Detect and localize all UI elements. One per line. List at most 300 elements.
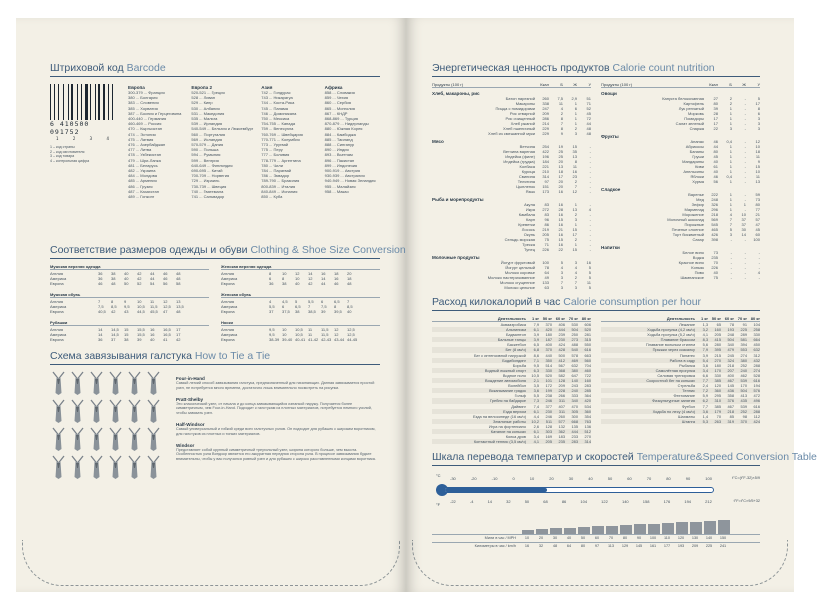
size-cell: 15 [124, 327, 129, 332]
country-code-item: 474 ... Эстония [128, 131, 156, 137]
barcode-number: 6 410500 091752 [50, 120, 90, 136]
calories-cell: 412 [558, 357, 565, 363]
calories-cell: 274 [740, 352, 747, 358]
calories-cell: 179 [714, 408, 721, 414]
nutrition-cell: 20 [558, 159, 563, 164]
speed-bar [606, 526, 618, 535]
nutrition-cell: 3 [757, 116, 760, 121]
size-cell: 6 [282, 304, 285, 309]
nutrition-cell: 5 [757, 96, 760, 101]
speed-bar [522, 530, 534, 535]
size-cell: 40 [124, 276, 129, 281]
calories-cell: 10,5 [531, 372, 539, 378]
nutrition-row [432, 131, 591, 136]
country-code-item: 478 ... Узбекистан [128, 152, 162, 158]
calories-cell: 436 [727, 388, 734, 394]
nutrition-cell: 14 [741, 232, 746, 237]
nutrition-cell: 16 [558, 232, 563, 237]
size-row [50, 337, 209, 342]
size-cell: Америка [221, 332, 238, 337]
barcode-sample [50, 82, 120, 242]
nutrition-title: Энергетическая ценность продуктов Calorie count nutrition [432, 62, 760, 77]
size-cell: 38,5 [308, 309, 316, 314]
nutrition-cell: Колбаса [519, 164, 535, 169]
calories-cell: Футбол [681, 403, 695, 409]
calories-cell: 6,1 [533, 327, 539, 333]
calories-cell: 274 [753, 367, 760, 373]
calories-cell: 420 [584, 398, 591, 404]
legend-item: 3 – код товара [50, 154, 75, 159]
calories-cell: 246 [545, 398, 552, 404]
calories-cell: Колка дров [505, 434, 526, 440]
size-cell: Европа [221, 337, 235, 342]
country-code-item: 520-521 ... Греция [191, 90, 225, 95]
nutrition-cell: 173 [542, 189, 549, 194]
size-cell: 38-39 [269, 337, 280, 342]
nutrition-cell: 37 [741, 217, 746, 222]
calories-cell: 540 [571, 347, 578, 353]
size-cell: 9 [124, 299, 127, 304]
nutrition-cell: 5 [588, 265, 591, 270]
size-cell: 39 [137, 337, 142, 342]
nutrition-cell: Спаржа [689, 126, 704, 131]
nutrition-group-heading: Сладкое [601, 187, 621, 192]
size-table-heading: Женская верхняя одежда [221, 264, 380, 270]
calories-header-cell: 1 кг [700, 316, 708, 321]
thermometer-tube [444, 487, 714, 493]
nutrition-cell: 229 [542, 131, 549, 136]
calories-cell: Дайвинг [511, 403, 526, 409]
nutrition-cell: - [744, 275, 746, 280]
nutrition-cell: Ветчина [519, 144, 535, 149]
nutrition-cell: Хлеб из смешанной муки [488, 131, 535, 136]
fahrenheit-tick: -4 [469, 499, 474, 505]
nutrition-cell: 22 [558, 247, 563, 252]
nutrition-cell: 48 [586, 131, 591, 136]
nutrition-cell: Мед [696, 197, 704, 202]
nutrition-cell: 7,5 [557, 96, 563, 101]
calories-cell: 300 [571, 413, 578, 419]
calories-cell: 266 [558, 393, 565, 399]
nutrition-cell: 9 [757, 159, 760, 164]
mph-value: 90 [636, 536, 642, 541]
size-cell: 10 [282, 332, 287, 337]
nutrition-cell: - [589, 232, 591, 237]
calories-cell: 368 [558, 367, 565, 373]
nutrition-row [601, 275, 760, 280]
fahrenheit-tick: 50 [524, 499, 530, 505]
country-code-item: 870-879 ... Нидерланды [324, 121, 369, 127]
size-cell: 7,5 [98, 304, 104, 309]
calories-cell: Борьба [512, 362, 526, 368]
size-cell: 16 [321, 271, 326, 276]
nutrition-cell: - [744, 169, 746, 174]
calories-cell: 70 [716, 413, 721, 419]
nutrition-cell: 5 [729, 227, 732, 232]
calories-cell: 288 [753, 408, 760, 414]
speed-bar [578, 527, 590, 534]
calories-cell: 136 [584, 423, 591, 429]
size-cell: 4,5 [282, 299, 288, 304]
country-code-item: 896 ... Пакистан [324, 157, 355, 163]
calories-cell: 104 [753, 322, 760, 327]
calories-cell: Земляные работы [493, 418, 526, 424]
nutrition-cell: Лосось [521, 227, 535, 232]
nutrition-cell: 226 [711, 265, 718, 270]
nutrition-row [432, 285, 591, 290]
country-code-item: 770-771 ... Колумбия [261, 136, 300, 142]
nutrition-cell: - [589, 159, 591, 164]
nutrition-cell: 73 [713, 250, 718, 255]
country-code-item: 385 ... Хорватия [128, 105, 158, 111]
country-code-item: 754-755 ... Канада [261, 121, 296, 127]
country-code-item: 570-579 ... Дания [191, 142, 224, 148]
size-cell: 38 [111, 271, 116, 276]
calories-cell: 504 [727, 337, 734, 343]
calories-cell: 9,5 [533, 362, 539, 368]
nutrition-cell: Киви [695, 164, 704, 169]
calories-cell: 376 [727, 398, 734, 404]
calories-cell: Лежание [679, 322, 695, 327]
country-code-item: 750 ... Мексика [261, 116, 290, 122]
nutrition-cell: Сахар [692, 237, 704, 242]
calories-cell: 428 [558, 347, 565, 353]
nutrition-cell: 16 [558, 242, 563, 247]
calories-cell: Аквааэробика [500, 322, 526, 327]
nutrition-group-heading: Мясо [432, 139, 444, 144]
kmh-value: 97 [594, 544, 600, 549]
nutrition-cell: 1 [729, 159, 732, 164]
calories-cell: Стрельба [677, 383, 695, 389]
size-cell: 46 [163, 276, 168, 281]
nutrition-cell: - [758, 260, 760, 265]
nutrition-cell: 10 [755, 169, 760, 174]
nutrition-cell: 80 [713, 101, 718, 106]
nutrition-cell: Индейка (филе) [505, 154, 535, 159]
size-cell: 39,5 [334, 309, 342, 314]
nutrition-cell: 11 [572, 164, 577, 169]
nutrition-cell: 545 [711, 222, 718, 227]
nutrition-cell: 80 [755, 202, 760, 207]
calories-cell: 120 [714, 383, 721, 389]
mph-value: 30 [552, 536, 558, 541]
calories-cell: 504 [740, 388, 747, 394]
calories-cell: 311 [558, 408, 565, 414]
country-code-item: 840-849 ... Испания [261, 188, 298, 194]
nutrition-cell: - [758, 265, 760, 270]
calories-cell: 285 [584, 388, 591, 394]
size-cell: 8,5 [347, 304, 353, 309]
size-cell: Англия [221, 299, 234, 304]
country-code-item: 400-440 ... Германия [128, 116, 167, 122]
size-table-heading: Мужская верхняя одежда [50, 264, 209, 270]
mph-value: 10 [524, 536, 530, 541]
barcode-bar [108, 84, 109, 120]
size-cell: 13,5 [176, 304, 184, 309]
nutrition-cell: Помидоры [684, 116, 704, 121]
country-code-item: 531 ... Македония [191, 110, 225, 116]
nutrition-cell: 248 [711, 197, 718, 202]
calories-cell: 225 [740, 327, 747, 333]
size-cell: 12,5 [163, 304, 171, 309]
size-row [221, 337, 380, 342]
nutrition-cell: 226 [542, 247, 549, 252]
nutrition-cell: 12 [572, 189, 577, 194]
country-code-item: 743 ... Никарагуа [261, 95, 293, 101]
country-code-item: 484 ... Молдова [128, 173, 157, 179]
nutrition-cell: 13 [558, 164, 563, 169]
calories-row [432, 439, 591, 444]
country-code-item: 300-379 ... Франция [128, 90, 165, 95]
calories-cell: 504 [571, 327, 578, 333]
nutrition-cell: 247 [542, 106, 549, 111]
nutrition-cell: 80 [713, 149, 718, 154]
size-cell: 36 [98, 276, 103, 281]
country-code-item: 860 ... Сербия [324, 100, 351, 106]
country-group-heading: Африка [324, 85, 343, 90]
size-cell: 43-44 [334, 337, 345, 342]
nutrition-cell: 3 [757, 126, 760, 131]
nutrition-cell: Молочный шоколад [667, 217, 704, 222]
country-codes-europe [128, 82, 183, 242]
nutrition-cell: 133 [542, 280, 549, 285]
calories-cell: 377 [545, 403, 552, 409]
size-cell: 40 [124, 271, 129, 276]
nutrition-cell: - [589, 247, 591, 252]
knot-description: Представляет собой крупный симметричный треугольный узел, ширина которого больше, чем высота. Особенностью узла Виндзор является его аккуратная передняя сторона узла. В процессе завязывания будьте внимательны, чтобы у вас получился ровный узел и для рубашек с широко расставленными концами воротника. [176, 447, 376, 462]
barcode-section [50, 82, 380, 242]
size-cell: Америка [50, 304, 67, 309]
calories-cell: 281 [584, 332, 591, 338]
barcode-bar [54, 84, 56, 120]
nutrition-header [432, 82, 591, 88]
nutrition-cell: - [589, 179, 591, 184]
size-cell: 43 [124, 309, 129, 314]
country-code-item: 700-709 ... Норвегия [191, 173, 230, 179]
nutrition-row [432, 189, 591, 194]
nutrition-cell: 3 [560, 285, 563, 290]
nutrition-cell: 2 [560, 111, 563, 116]
nutrition-cell: 9 [560, 131, 563, 136]
nutrition-section [432, 82, 760, 290]
size-table [221, 264, 380, 286]
country-code-item: 476 ... Азербайджан [128, 142, 166, 148]
size-cell: 38 [124, 337, 129, 342]
nutrition-cell: 13 [572, 207, 577, 212]
calories-cell: 3,6 [702, 362, 708, 368]
country-code-item: 865 ... Монголия [324, 105, 355, 111]
size-cell: Европа [221, 281, 235, 286]
nutrition-cell: 22 [713, 126, 718, 131]
size-row [221, 309, 380, 314]
size-cell: 15,5 [137, 327, 145, 332]
nutrition-cell: 11 [558, 101, 563, 106]
calories-cell: 333 [571, 393, 578, 399]
calories-cell: 180 [545, 332, 552, 338]
nutrition-header-cell: Б [729, 82, 732, 87]
size-cell: 5 [295, 299, 298, 304]
calories-cell: 364 [584, 393, 591, 399]
calories-cell: 169 [545, 434, 552, 440]
calories-cell: 354 [584, 413, 591, 419]
calories-cell: 270 [584, 434, 591, 440]
calories-cell: 444 [558, 327, 565, 333]
tie-step-icon [69, 426, 86, 454]
calories-cell: 395 [714, 347, 721, 353]
nutrition-cell: - [589, 154, 591, 159]
calories-cell: Пилатес [679, 352, 695, 358]
size-cell: 48 [176, 276, 181, 281]
calories-cell: 330 [714, 372, 721, 378]
size-cell: 42 [137, 271, 142, 276]
nutrition-cell: 18 [558, 169, 563, 174]
tie-step-icon [126, 426, 143, 454]
calories-cell: 413 [740, 393, 747, 399]
nutrition-cell: Пиво [694, 270, 704, 275]
size-cell: 11,5 [321, 327, 329, 332]
calories-cell: 6,5 [533, 342, 539, 348]
nutrition-header-cell: Б [560, 82, 563, 87]
nutrition-cell: - [744, 101, 746, 106]
calories-cell: 3,5 [533, 383, 539, 389]
nutrition-cell: 30 [741, 227, 746, 232]
tie-step-icon [69, 454, 86, 482]
nutrition-cell: 83 [544, 212, 549, 217]
calories-cell: 467 [727, 403, 734, 409]
calories-cell: 85 [729, 413, 734, 419]
nutrition-cell: 2 [574, 275, 577, 280]
country-code-item: 744 ... Коста-Рика [261, 100, 295, 106]
size-cell: 4 [269, 299, 272, 304]
nutrition-cell: - [744, 154, 746, 159]
calories-cell: Езда верхом [503, 408, 526, 414]
calories-cell: 424 [558, 342, 565, 348]
nutrition-cell: 222 [711, 192, 718, 197]
size-cell: 10 [282, 271, 287, 276]
size-cell: 9,5 [269, 327, 275, 332]
speed-bar [662, 523, 674, 534]
calories-header-cell: 50 кг [542, 316, 552, 321]
calories-cell: 250 [571, 332, 578, 338]
nutrition-cell: 75 [713, 275, 718, 280]
calories-cell: 460 [584, 367, 591, 373]
calories-cell: Работа в саду [669, 357, 695, 363]
calories-cell: 560 [584, 357, 591, 363]
country-code-item: 470 ... Кыргызстан [128, 126, 163, 132]
size-tables [50, 264, 380, 342]
calories-cell: 539 [740, 403, 747, 409]
mph-value: 50 [580, 536, 586, 541]
calories-cell: 539 [740, 378, 747, 384]
nutrition-cell: - [589, 184, 591, 189]
calories-cell: 500 [558, 352, 565, 358]
calories-cell: 469 [571, 357, 578, 363]
nutrition-cell: 0,4 [726, 139, 732, 144]
calories-cell: 239 [558, 332, 565, 338]
size-row [221, 281, 380, 286]
nutrition-cell: 260 [542, 96, 549, 101]
nutrition-cell: 235 [711, 255, 718, 260]
size-cell: 38 [295, 309, 300, 314]
calories-cell: 3,9 [533, 332, 539, 338]
nutrition-cell: 4 [574, 265, 577, 270]
calories-cell: 330 [753, 332, 760, 338]
nutrition-cell: - [589, 227, 591, 232]
celsius-tick: 0 [512, 476, 515, 482]
nutrition-cell: 73 [755, 197, 760, 202]
calories-left-column [432, 316, 591, 444]
calories-cell: Водное поло [502, 372, 526, 378]
calories-cell: Вскапывание грядок [489, 388, 526, 394]
nutrition-cell: Морковь [687, 111, 704, 116]
calories-cell: 616 [753, 403, 760, 409]
nutrition-cell: Йогурт фруктовый [500, 260, 535, 265]
nutrition-cell: - [744, 106, 746, 111]
nutrition-cell: Пицца с помидорами [495, 106, 535, 111]
nutrition-cell: 2,9 [571, 96, 577, 101]
calories-cell: 233 [571, 434, 578, 440]
nutrition-cell: 1 [574, 111, 577, 116]
size-cell: 48 [347, 281, 352, 286]
celsius-tick: -20 [470, 476, 477, 482]
calories-cell: Прыжки через скакалку [652, 347, 695, 353]
size-cell: 41-42 [308, 337, 319, 342]
kmh-value: 145 [635, 544, 643, 549]
nutrition-cell: Пирожные [684, 222, 704, 227]
nutrition-cell: 11 [755, 174, 760, 179]
celsius-tick: 70 [646, 476, 652, 482]
calories-cell: 98 [742, 413, 747, 419]
calories-cell: 7,2 [702, 388, 708, 394]
nutrition-cell: 1 [729, 197, 732, 202]
nutrition-cell: 15 [558, 237, 563, 242]
nutrition-cell: 77 [755, 207, 760, 212]
fahrenheit-tick: 140 [621, 499, 629, 505]
nutrition-cell: 15 [572, 247, 577, 252]
country-code-item: 460-469 ... Россия [128, 121, 162, 127]
calories-cell: 209 [558, 383, 565, 389]
barcode-bar [90, 84, 91, 120]
size-cell: 18 [347, 276, 352, 281]
mph-value: 60 [594, 536, 600, 541]
size-cell: 15 [124, 332, 129, 337]
speed-bar [550, 528, 562, 534]
nutrition-cell: 3 [574, 131, 577, 136]
nutrition-cell: 35 [572, 149, 577, 154]
nutrition-cell: - [744, 179, 746, 184]
speed-bar [564, 528, 576, 535]
fahrenheit-label: °F [436, 502, 441, 508]
nutrition-cell: - [589, 202, 591, 207]
nutrition-cell: 1 [574, 202, 577, 207]
size-cell: 8 [282, 276, 285, 281]
nutrition-cell: 27 [713, 96, 718, 101]
country-code-item: 775 ... Перу [261, 147, 283, 153]
tie-step-icon [69, 398, 86, 426]
country-code-item: 746 ... Доминикана [261, 110, 297, 116]
calories-cell: 511 [545, 418, 552, 424]
nutrition-cell: 40 [713, 270, 718, 275]
calories-cell: 406 [558, 322, 565, 327]
size-cell: 14 [98, 327, 103, 332]
size-cell: 16 [150, 327, 155, 332]
nutrition-cell: 4 [560, 265, 563, 270]
mph-value: 110 [663, 536, 671, 541]
size-cell: 14 [98, 332, 103, 337]
calories-cell: 385 [714, 403, 721, 409]
tie-step-icon [88, 370, 105, 398]
tie-step-icon [107, 370, 124, 398]
